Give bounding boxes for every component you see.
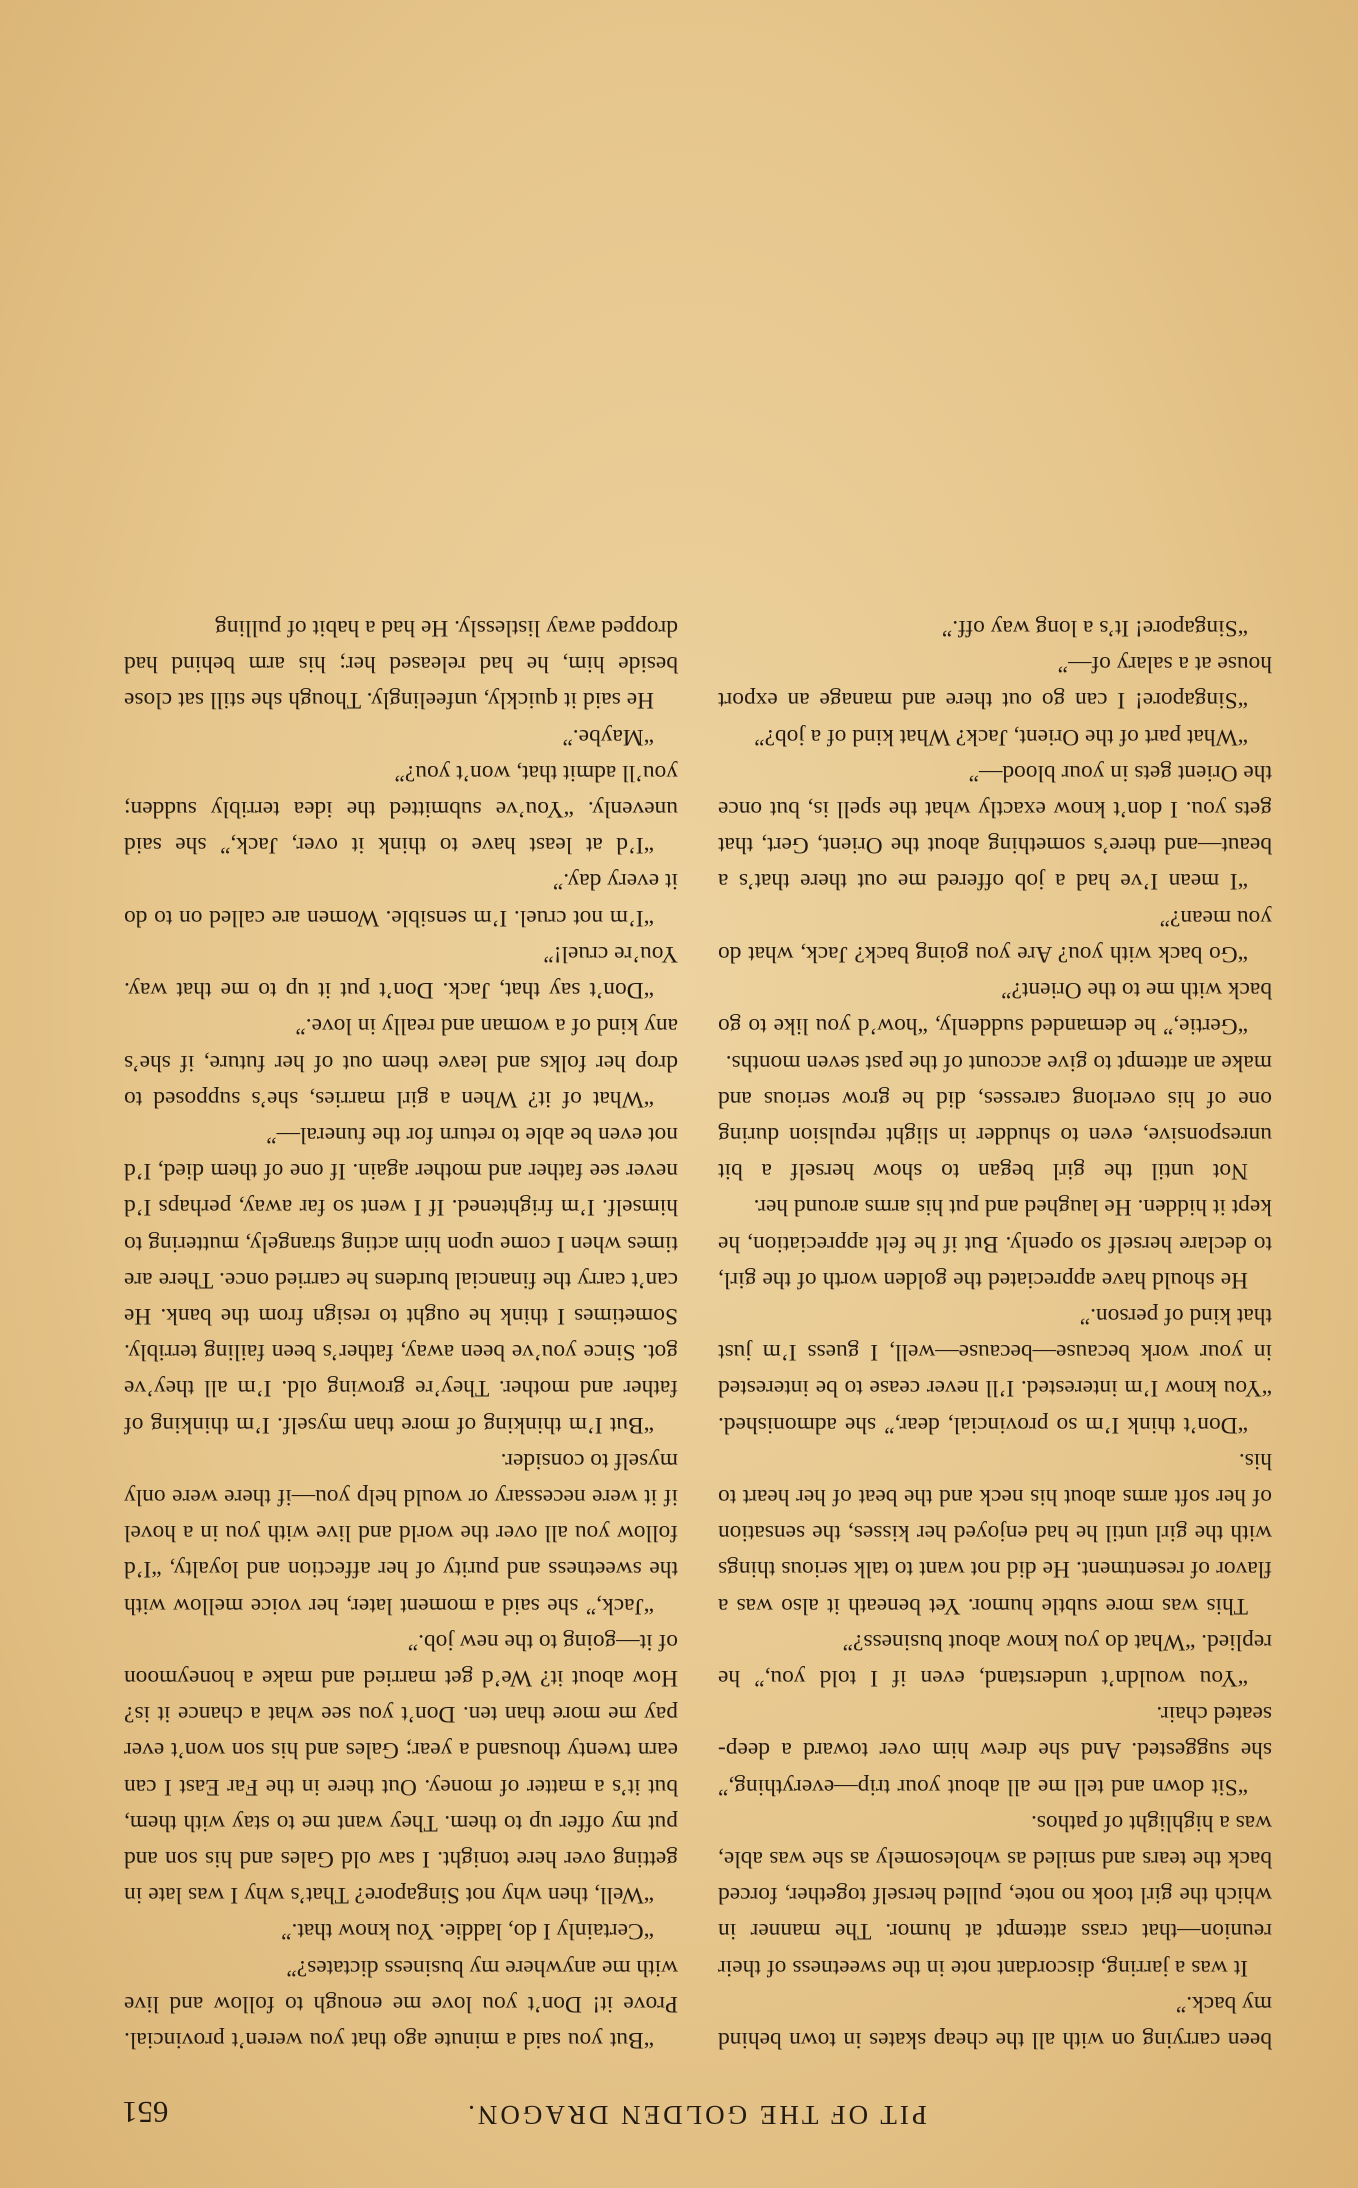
paragraph: Not until the girl began to show herself a bit unresponsive, even to shudder in slight repulsion during one of his overlong caresses, did he grow serious and make an attempt to give account of the past seven months. (718, 1049, 1272, 1185)
right-column (124, 610, 678, 2058)
paragraph: “You wouldn’t understand, even if I told you,” he replied. “What do you know about business?” (718, 1628, 1272, 1691)
paragraph: He said it quickly, unfeelingly. Though she still sat close beside him, he had released her; his arm behind had dropped away listlessly. He had a habit of pulling (124, 615, 678, 714)
paragraph: been carrying on with all the cheap skates in town behind my back.” (718, 1990, 1272, 2053)
paragraph: This was more subtle humor. Yet beneath it also was a flavor of resentment. He did not want to talk serious things with the girl until he had enjoyed her kisses, the sensation of her soft arms about his neck and the beat of her heart to his. (718, 1447, 1272, 1619)
paragraph: “Singapore! I can go out there and manage an export house at a salary of—” (718, 651, 1272, 714)
paragraph: He should have appreciated the golden worth of the girl, to declare herself so openly. But if he felt appreciation, he kept it hidden. He laughed and put his arms around her. (718, 1194, 1272, 1293)
paragraph: “But you said a minute ago that you weren’t provincial. Prove it! Don’t you love me enough to follow and live with me anywhere my business dictates?” (124, 1954, 678, 2053)
paragraph: “Gertie,” he demanded suddenly, “how’d you like to go back with me to the Orient?” (718, 977, 1272, 1040)
paragraph: “But I’m thinking of more than myself. I’m thinking of father and mother. They’re growing old. I’m all they’ve got. Since you’ve been away, father’s been failing terribly. Sometimes I think he ought to resign from the bank. He can’t carry the financial burdens he carried once. There are times when I come upon him acting strangely, muttering to himself. I’m frightened. If I went so far away, perhaps I’d never see father and mother again. If one of them died, I’d not even be able to return for the funeral—” (124, 1121, 678, 1438)
paragraph: “What part of the Orient, Jack? What kind of a job?” (754, 723, 1248, 750)
paragraph: “I’d at least have to think it over, Jack,” she said unevenly. “You’ve submitted the idea terribly sudden; you’ll admit that, won’t you?” (124, 759, 678, 859)
paragraph: “Go back with you? Are you going back? Jack, what do you mean?” (718, 904, 1272, 967)
paragraph: “I’m not cruel. I’m sensible. Women are called on to do it every day.” (124, 868, 678, 931)
paragraph: “Maybe.” (562, 723, 654, 750)
paragraph: “Singapore! It’s a long way off.” (941, 615, 1248, 642)
paragraph: “Don’t think I’m so provincial, dear,” she admonished. “You know I’m interested. I’ll never cease to be interested in your work because—because—well, I guess I’m just that kind of person.” (718, 1302, 1272, 1438)
page-header (122, 2090, 1270, 2130)
page-number: 651 (122, 2095, 169, 2130)
paragraph: “Jack,” she said a moment later, her voice mellow with the sweetness and purity of her affection and loyalty, “I’d follow you all over the world and live with you in a hovel if it were necessary or would help you—if there were only myself to consider. (124, 1447, 678, 1619)
paragraph: “Don’t say that, Jack. Don’t put it up to me that way. You’re cruel!” (124, 940, 678, 1004)
paragraph: “Sit down and tell me all about your trip—everything,” she suggested. And she drew him over toward a deep-seated chair. (718, 1701, 1272, 1800)
paragraph: It was a jarring, discordant note in the sweetness of their reunion—that crass attempt at humor. The manner in which the girl took no note, pulled herself together, forced back the tears and smiled as wholesomely as she was able, was a highlight of pathos. (718, 1809, 1272, 1981)
paragraph: “Certainly I do, laddie. You know that.” (281, 1918, 654, 1945)
paragraph: “I mean I’ve had a job offered me out there that’s a beaut—and there’s something about the Orient, Gert, that gets you. I don’t know exactly what the spell is, but once the Orient gets in your blood—” (718, 759, 1272, 895)
paragraph: “What of it? When a girl marries, she’s supposed to drop her folks and leave them out of her future, if she’s any kind of a woman and really in love.” (124, 1013, 678, 1112)
paragraph: “Well, then why not Singapore? That’s why I was late in getting over here tonight. I saw old Gales and his son and put my offer up to them. They want me to stay with them, but it’s a matter of money. Out there in the Far East I can earn twenty thousand a year; Gales and his son won’t ever pay me more than ten. Don’t you see what a chance it is? How about it? We’d get married and make a honeymoon of it—going to the new job.” (124, 1628, 678, 1909)
left-column (718, 610, 1272, 2058)
running-title: PIT OF THE GOLDEN DRAGON. (465, 2100, 927, 2130)
